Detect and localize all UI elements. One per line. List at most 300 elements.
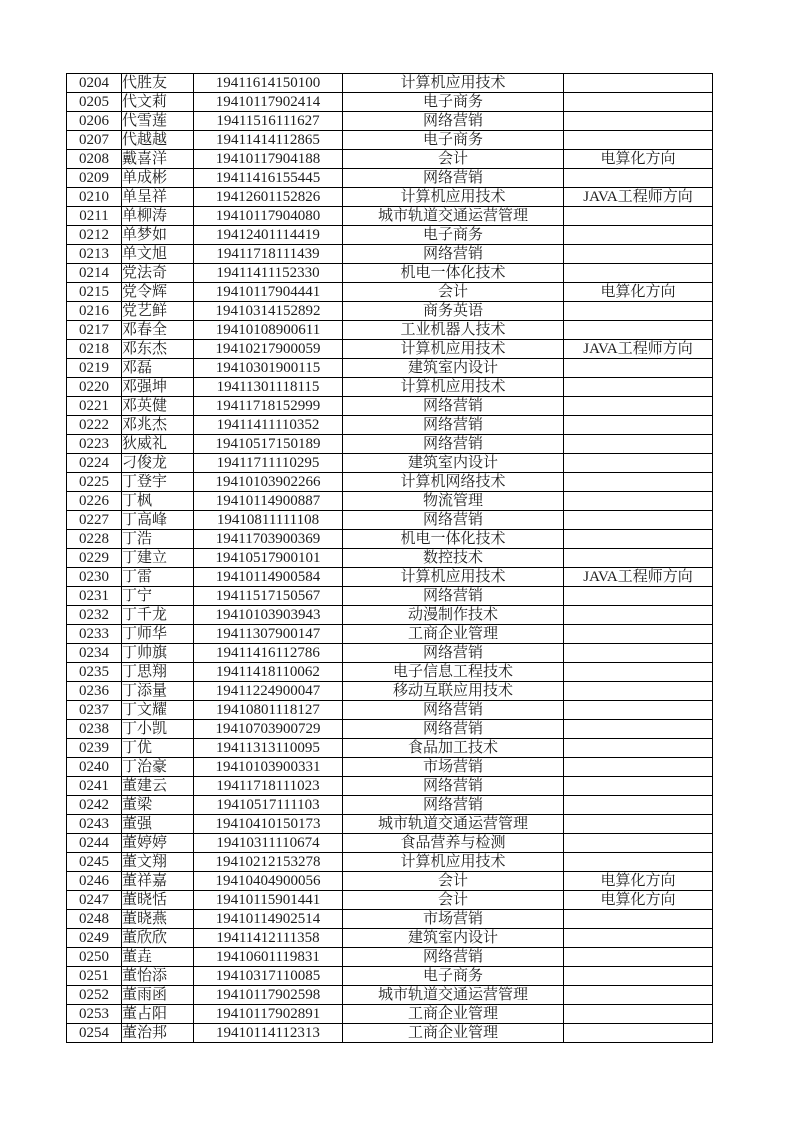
seq-cell: 0251 [67, 967, 122, 986]
seq-cell: 0213 [67, 245, 122, 264]
direction-cell: JAVA工程师方向 [564, 568, 713, 587]
seq-cell: 0252 [67, 986, 122, 1005]
table-row [67, 891, 713, 910]
name-cell: 单成彬 [122, 169, 194, 188]
direction-cell [564, 245, 713, 264]
table-row [67, 758, 713, 777]
seq-cell: 0204 [67, 74, 122, 93]
major-cell: 网络营销 [343, 796, 564, 815]
number-cell: 19411411152330 [194, 264, 343, 283]
table-row [67, 264, 713, 283]
number-cell: 19410117902891 [194, 1005, 343, 1024]
seq-cell: 0226 [67, 492, 122, 511]
number-cell: 19410117904441 [194, 283, 343, 302]
major-cell: 商务英语 [343, 302, 564, 321]
major-cell: 电子商务 [343, 93, 564, 112]
name-cell: 丁小凯 [122, 720, 194, 739]
direction-cell [564, 853, 713, 872]
seq-cell: 0215 [67, 283, 122, 302]
major-cell: 机电一体化技术 [343, 264, 564, 283]
seq-cell: 0214 [67, 264, 122, 283]
major-cell: 计算机应用技术 [343, 853, 564, 872]
seq-cell: 0228 [67, 530, 122, 549]
direction-cell [564, 967, 713, 986]
number-cell: 19411307900147 [194, 625, 343, 644]
number-cell: 19410114902514 [194, 910, 343, 929]
number-cell: 19410314152892 [194, 302, 343, 321]
direction-cell [564, 207, 713, 226]
major-cell: 计算机网络技术 [343, 473, 564, 492]
number-cell: 19411711110295 [194, 454, 343, 473]
table-row [67, 188, 713, 207]
direction-cell [564, 492, 713, 511]
major-cell: 网络营销 [343, 245, 564, 264]
major-cell: 工商企业管理 [343, 1024, 564, 1043]
major-cell: 计算机应用技术 [343, 568, 564, 587]
number-cell: 19411414112865 [194, 131, 343, 150]
name-cell: 董强 [122, 815, 194, 834]
direction-cell: 电算化方向 [564, 872, 713, 891]
seq-cell: 0237 [67, 701, 122, 720]
direction-cell [564, 606, 713, 625]
direction-cell [564, 112, 713, 131]
table-row [67, 549, 713, 568]
name-cell: 丁优 [122, 739, 194, 758]
direction-cell [564, 701, 713, 720]
direction-cell [564, 416, 713, 435]
major-cell: 电子商务 [343, 967, 564, 986]
table-row [67, 378, 713, 397]
table-row [67, 986, 713, 1005]
number-cell: 19411301118115 [194, 378, 343, 397]
name-cell: 代文莉 [122, 93, 194, 112]
major-cell: 网络营销 [343, 587, 564, 606]
number-cell: 19411411110352 [194, 416, 343, 435]
direction-cell [564, 511, 713, 530]
seq-cell: 0233 [67, 625, 122, 644]
seq-cell: 0227 [67, 511, 122, 530]
major-cell: 网络营销 [343, 112, 564, 131]
name-cell: 丁高峰 [122, 511, 194, 530]
table-row [67, 587, 713, 606]
table-row [67, 1005, 713, 1024]
table-row [67, 739, 713, 758]
seq-cell: 0223 [67, 435, 122, 454]
major-cell: 网络营销 [343, 720, 564, 739]
name-cell: 董祥嘉 [122, 872, 194, 891]
table-row [67, 796, 713, 815]
name-cell: 单文旭 [122, 245, 194, 264]
direction-cell [564, 74, 713, 93]
name-cell: 丁登宇 [122, 473, 194, 492]
direction-cell [564, 302, 713, 321]
major-cell: 城市轨道交通运营管理 [343, 815, 564, 834]
name-cell: 董晓恬 [122, 891, 194, 910]
direction-cell [564, 796, 713, 815]
seq-cell: 0230 [67, 568, 122, 587]
major-cell: 会计 [343, 891, 564, 910]
number-cell: 19410801118127 [194, 701, 343, 720]
table-row [67, 359, 713, 378]
table-row [67, 435, 713, 454]
name-cell: 董怡添 [122, 967, 194, 986]
table-row [67, 948, 713, 967]
name-cell: 丁雷 [122, 568, 194, 587]
number-cell: 19410117902598 [194, 986, 343, 1005]
table-row [67, 150, 713, 169]
major-cell: 网络营销 [343, 169, 564, 188]
major-cell: 网络营销 [343, 416, 564, 435]
name-cell: 丁文耀 [122, 701, 194, 720]
seq-cell: 0211 [67, 207, 122, 226]
table-row [67, 568, 713, 587]
number-cell: 19410703900729 [194, 720, 343, 739]
number-cell: 19411416155445 [194, 169, 343, 188]
name-cell: 代胜友 [122, 74, 194, 93]
direction-cell [564, 986, 713, 1005]
major-cell: 建筑室内设计 [343, 454, 564, 473]
major-cell: 城市轨道交通运营管理 [343, 207, 564, 226]
direction-cell: JAVA工程师方向 [564, 340, 713, 359]
table-row [67, 511, 713, 530]
name-cell: 代雪莲 [122, 112, 194, 131]
table-row [67, 910, 713, 929]
major-cell: 电子信息工程技术 [343, 663, 564, 682]
direction-cell [564, 226, 713, 245]
major-cell: 食品营养与检测 [343, 834, 564, 853]
major-cell: 网络营销 [343, 777, 564, 796]
number-cell: 19410517111103 [194, 796, 343, 815]
major-cell: 计算机应用技术 [343, 340, 564, 359]
name-cell: 邓东杰 [122, 340, 194, 359]
table-row [67, 682, 713, 701]
table-row [67, 131, 713, 150]
direction-cell [564, 587, 713, 606]
table-row [67, 340, 713, 359]
direction-cell [564, 359, 713, 378]
name-cell: 戴喜洋 [122, 150, 194, 169]
name-cell: 丁千龙 [122, 606, 194, 625]
table-row [67, 492, 713, 511]
major-cell: 计算机应用技术 [343, 378, 564, 397]
direction-cell [564, 777, 713, 796]
direction-cell [564, 1005, 713, 1024]
name-cell: 丁思翔 [122, 663, 194, 682]
number-cell: 19410217900059 [194, 340, 343, 359]
seq-cell: 0218 [67, 340, 122, 359]
direction-cell [564, 758, 713, 777]
table-row [67, 169, 713, 188]
number-cell: 19410311110674 [194, 834, 343, 853]
number-cell: 19410301900115 [194, 359, 343, 378]
seq-cell: 0236 [67, 682, 122, 701]
table-row [67, 967, 713, 986]
major-cell: 机电一体化技术 [343, 530, 564, 549]
major-cell: 会计 [343, 283, 564, 302]
name-cell: 董占阳 [122, 1005, 194, 1024]
name-cell: 丁师华 [122, 625, 194, 644]
table-row [67, 625, 713, 644]
table-row [67, 245, 713, 264]
major-cell: 建筑室内设计 [343, 359, 564, 378]
major-cell: 会计 [343, 872, 564, 891]
direction-cell: 电算化方向 [564, 150, 713, 169]
seq-cell: 0229 [67, 549, 122, 568]
direction-cell [564, 93, 713, 112]
major-cell: 城市轨道交通运营管理 [343, 986, 564, 1005]
name-cell: 代越越 [122, 131, 194, 150]
number-cell: 19411614150100 [194, 74, 343, 93]
seq-cell: 0253 [67, 1005, 122, 1024]
table-row [67, 720, 713, 739]
name-cell: 董治邦 [122, 1024, 194, 1043]
name-cell: 丁治豪 [122, 758, 194, 777]
major-cell: 市场营销 [343, 758, 564, 777]
major-cell: 会计 [343, 150, 564, 169]
name-cell: 丁添量 [122, 682, 194, 701]
seq-cell: 0243 [67, 815, 122, 834]
major-cell: 市场营销 [343, 910, 564, 929]
number-cell: 19410117904188 [194, 150, 343, 169]
name-cell: 丁帅旗 [122, 644, 194, 663]
number-cell: 19410103902266 [194, 473, 343, 492]
major-cell: 计算机应用技术 [343, 74, 564, 93]
table-row [67, 283, 713, 302]
direction-cell [564, 834, 713, 853]
direction-cell [564, 473, 713, 492]
major-cell: 工业机器人技术 [343, 321, 564, 340]
seq-cell: 0242 [67, 796, 122, 815]
major-cell: 建筑室内设计 [343, 929, 564, 948]
table-row [67, 530, 713, 549]
table-row [67, 226, 713, 245]
name-cell: 董雨函 [122, 986, 194, 1005]
student-roster-table [66, 73, 713, 1043]
major-cell: 网络营销 [343, 948, 564, 967]
table-row [67, 815, 713, 834]
number-cell: 19411224900047 [194, 682, 343, 701]
seq-cell: 0217 [67, 321, 122, 340]
name-cell: 狄威礼 [122, 435, 194, 454]
major-cell: 数控技术 [343, 549, 564, 568]
number-cell: 19410404900056 [194, 872, 343, 891]
seq-cell: 0209 [67, 169, 122, 188]
seq-cell: 0235 [67, 663, 122, 682]
direction-cell [564, 739, 713, 758]
seq-cell: 0247 [67, 891, 122, 910]
direction-cell [564, 321, 713, 340]
number-cell: 19410117904080 [194, 207, 343, 226]
major-cell: 网络营销 [343, 435, 564, 454]
seq-cell: 0224 [67, 454, 122, 473]
name-cell: 丁宁 [122, 587, 194, 606]
number-cell: 19411718152999 [194, 397, 343, 416]
table-row [67, 929, 713, 948]
direction-cell [564, 549, 713, 568]
major-cell: 网络营销 [343, 701, 564, 720]
number-cell: 19410517150189 [194, 435, 343, 454]
direction-cell [564, 530, 713, 549]
number-cell: 19411718111439 [194, 245, 343, 264]
table-row [67, 834, 713, 853]
direction-cell: JAVA工程师方向 [564, 188, 713, 207]
direction-cell [564, 720, 713, 739]
table-row [67, 663, 713, 682]
major-cell: 电子商务 [343, 226, 564, 245]
seq-cell: 0231 [67, 587, 122, 606]
seq-cell: 0250 [67, 948, 122, 967]
seq-cell: 0216 [67, 302, 122, 321]
seq-cell: 0207 [67, 131, 122, 150]
seq-cell: 0239 [67, 739, 122, 758]
major-cell: 动漫制作技术 [343, 606, 564, 625]
number-cell: 19410103903943 [194, 606, 343, 625]
direction-cell [564, 910, 713, 929]
name-cell: 党艺鲜 [122, 302, 194, 321]
name-cell: 丁枫 [122, 492, 194, 511]
seq-cell: 0248 [67, 910, 122, 929]
direction-cell [564, 454, 713, 473]
direction-cell [564, 397, 713, 416]
table-row [67, 872, 713, 891]
number-cell: 19410601119831 [194, 948, 343, 967]
name-cell: 刁俊龙 [122, 454, 194, 473]
number-cell: 19412601152826 [194, 188, 343, 207]
seq-cell: 0244 [67, 834, 122, 853]
direction-cell [564, 663, 713, 682]
table-row [67, 74, 713, 93]
table-row [67, 397, 713, 416]
number-cell: 19411313110095 [194, 739, 343, 758]
major-cell: 工商企业管理 [343, 625, 564, 644]
major-cell: 移动互联应用技术 [343, 682, 564, 701]
major-cell: 食品加工技术 [343, 739, 564, 758]
seq-cell: 0222 [67, 416, 122, 435]
number-cell: 19410114900887 [194, 492, 343, 511]
seq-cell: 0219 [67, 359, 122, 378]
direction-cell [564, 682, 713, 701]
number-cell: 19410115901441 [194, 891, 343, 910]
seq-cell: 0210 [67, 188, 122, 207]
table-row [67, 777, 713, 796]
seq-cell: 0220 [67, 378, 122, 397]
direction-cell [564, 435, 713, 454]
name-cell: 董文翔 [122, 853, 194, 872]
major-cell: 物流管理 [343, 492, 564, 511]
number-cell: 19410103900331 [194, 758, 343, 777]
number-cell: 19411703900369 [194, 530, 343, 549]
name-cell: 丁浩 [122, 530, 194, 549]
name-cell: 丁建立 [122, 549, 194, 568]
seq-cell: 0240 [67, 758, 122, 777]
number-cell: 19411418110062 [194, 663, 343, 682]
name-cell: 邓春全 [122, 321, 194, 340]
table-row [67, 644, 713, 663]
name-cell: 邓英健 [122, 397, 194, 416]
table-row [67, 112, 713, 131]
direction-cell [564, 625, 713, 644]
direction-cell [564, 1024, 713, 1043]
direction-cell [564, 378, 713, 397]
major-cell: 网络营销 [343, 397, 564, 416]
name-cell: 董建云 [122, 777, 194, 796]
table-row [67, 701, 713, 720]
direction-cell [564, 264, 713, 283]
seq-cell: 0212 [67, 226, 122, 245]
name-cell: 邓强坤 [122, 378, 194, 397]
name-cell: 党法奇 [122, 264, 194, 283]
table-row [67, 1024, 713, 1043]
number-cell: 19410212153278 [194, 853, 343, 872]
number-cell: 19411412111358 [194, 929, 343, 948]
seq-cell: 0208 [67, 150, 122, 169]
direction-cell: 电算化方向 [564, 891, 713, 910]
name-cell: 董晓燕 [122, 910, 194, 929]
number-cell: 19411517150567 [194, 587, 343, 606]
number-cell: 19410317110085 [194, 967, 343, 986]
table-row [67, 416, 713, 435]
direction-cell [564, 169, 713, 188]
number-cell: 19410117902414 [194, 93, 343, 112]
seq-cell: 0254 [67, 1024, 122, 1043]
seq-cell: 0206 [67, 112, 122, 131]
number-cell: 19412401114419 [194, 226, 343, 245]
direction-cell [564, 948, 713, 967]
seq-cell: 0232 [67, 606, 122, 625]
direction-cell [564, 131, 713, 150]
name-cell: 董婷婷 [122, 834, 194, 853]
seq-cell: 0225 [67, 473, 122, 492]
major-cell: 网络营销 [343, 511, 564, 530]
major-cell: 计算机应用技术 [343, 188, 564, 207]
major-cell: 网络营销 [343, 644, 564, 663]
name-cell: 董欣欣 [122, 929, 194, 948]
table-row [67, 473, 713, 492]
major-cell: 电子商务 [343, 131, 564, 150]
name-cell: 董梁 [122, 796, 194, 815]
name-cell: 单柳涛 [122, 207, 194, 226]
name-cell: 单呈祥 [122, 188, 194, 207]
number-cell: 19411718111023 [194, 777, 343, 796]
number-cell: 19410517900101 [194, 549, 343, 568]
table-row [67, 454, 713, 473]
seq-cell: 0238 [67, 720, 122, 739]
table-row [67, 321, 713, 340]
number-cell: 19410811111108 [194, 511, 343, 530]
direction-cell [564, 815, 713, 834]
major-cell: 工商企业管理 [343, 1005, 564, 1024]
direction-cell: 电算化方向 [564, 283, 713, 302]
seq-cell: 0245 [67, 853, 122, 872]
name-cell: 邓磊 [122, 359, 194, 378]
table-row [67, 302, 713, 321]
seq-cell: 0241 [67, 777, 122, 796]
name-cell: 董垚 [122, 948, 194, 967]
table-row [67, 207, 713, 226]
number-cell: 19410108900611 [194, 321, 343, 340]
name-cell: 单梦如 [122, 226, 194, 245]
table-row [67, 853, 713, 872]
number-cell: 19410114112313 [194, 1024, 343, 1043]
direction-cell [564, 929, 713, 948]
seq-cell: 0246 [67, 872, 122, 891]
number-cell: 19410410150173 [194, 815, 343, 834]
seq-cell: 0234 [67, 644, 122, 663]
seq-cell: 0221 [67, 397, 122, 416]
number-cell: 19410114900584 [194, 568, 343, 587]
name-cell: 党令辉 [122, 283, 194, 302]
name-cell: 邓兆杰 [122, 416, 194, 435]
